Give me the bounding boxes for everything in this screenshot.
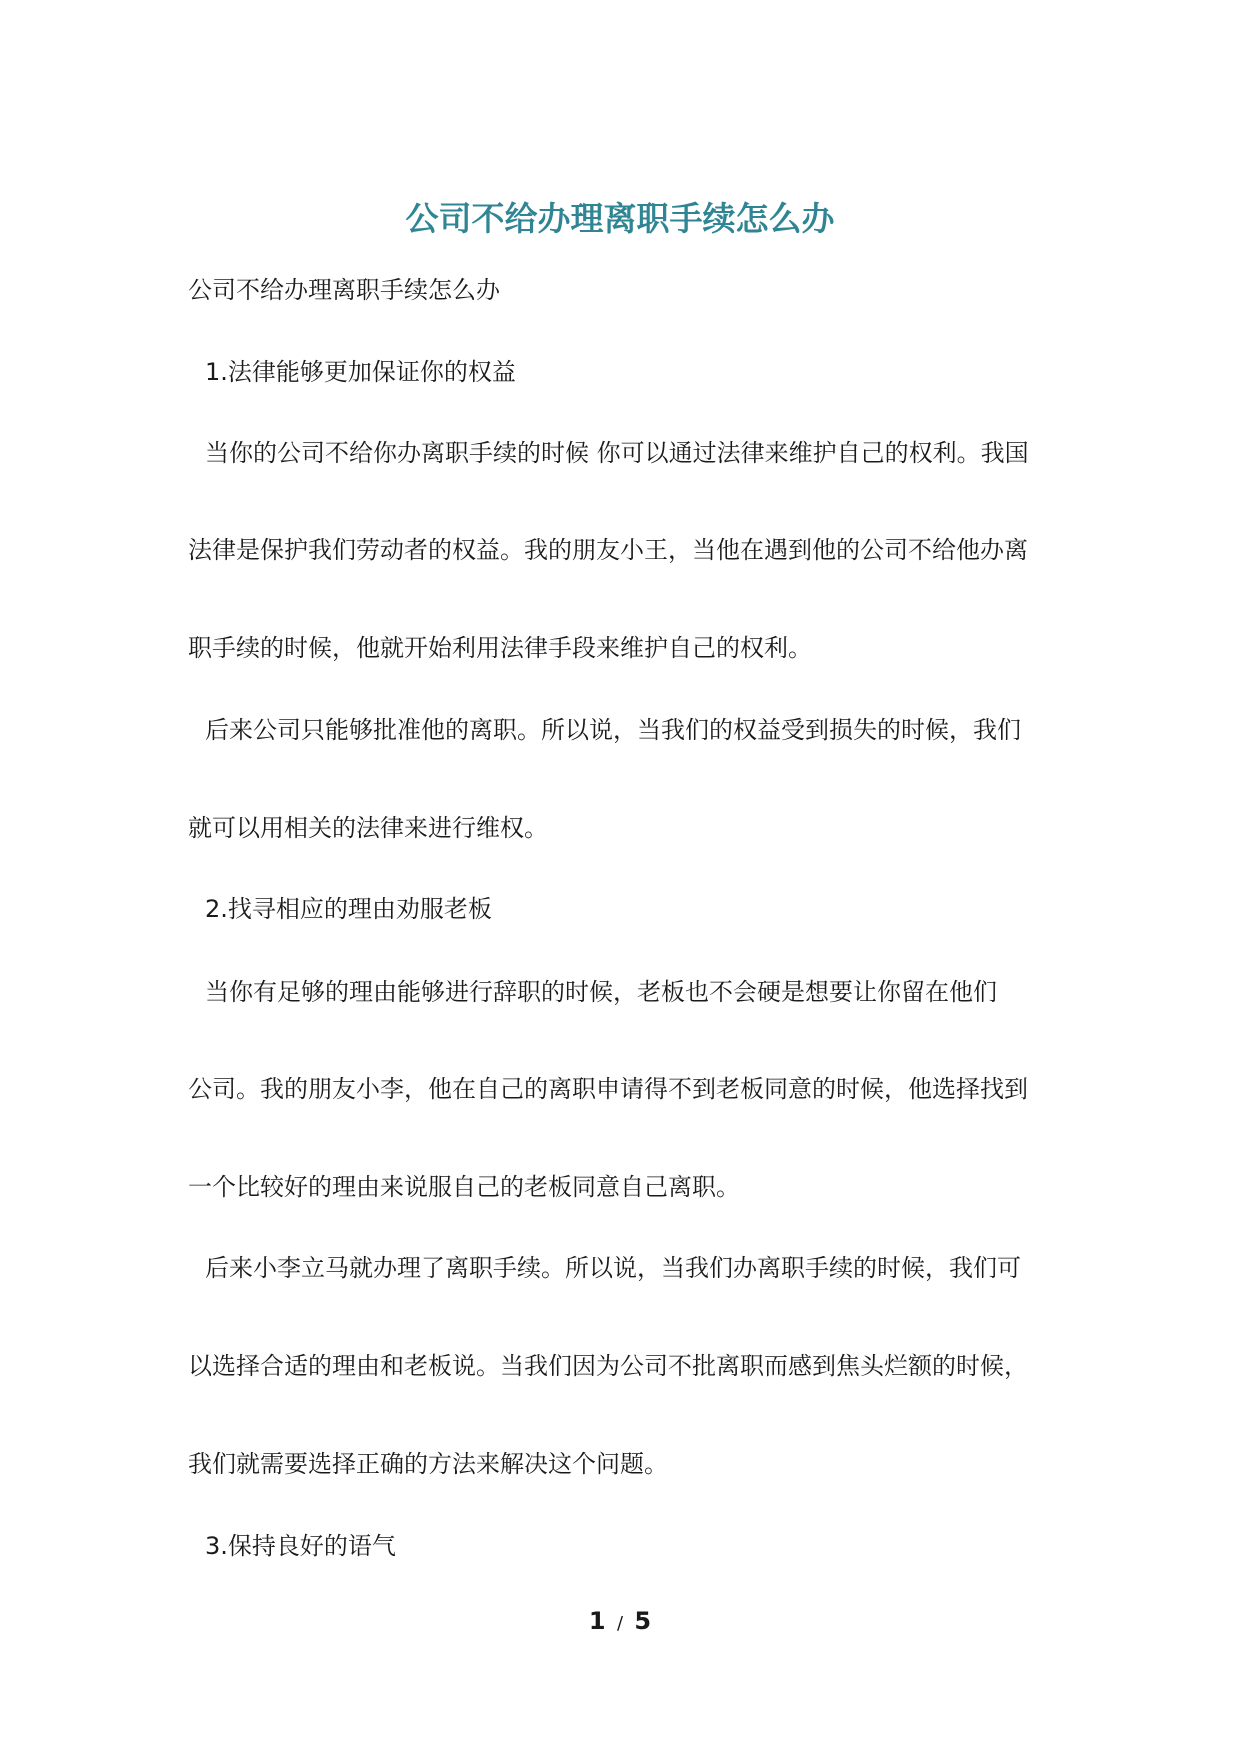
paragraph-line: 就可以用相关的法律来进行维权。 bbox=[188, 814, 548, 842]
paragraph-line: 当你的公司不给你办离职手续的时候 你可以通过法律来维护自己的权利。我国 bbox=[205, 439, 1029, 467]
paragraph-line: 法律是保护我们劳动者的权益。我的朋友小王，当他在遇到他的公司不给他办离 bbox=[188, 536, 1028, 564]
paragraph-line: 当你有足够的理由能够进行辞职的时候，老板也不会硬是想要让你留在他们 bbox=[205, 978, 997, 1006]
paragraph-line: 公司。我的朋友小李，他在自己的离职申请得不到老板同意的时候，他选择找到 bbox=[188, 1075, 1028, 1103]
section-heading-2: 2.找寻相应的理由劝服老板 bbox=[205, 895, 492, 923]
paragraph-line: 后来小李立马就办理了离职手续。所以说，当我们办离职手续的时候，我们可 bbox=[205, 1254, 1021, 1282]
section-heading-3: 3.保持良好的语气 bbox=[205, 1532, 396, 1560]
current-page: 1 bbox=[588, 1607, 606, 1635]
total-pages: 5 bbox=[634, 1607, 652, 1635]
paragraph-line: 以选择合适的理由和老板说。当我们因为公司不批离职而感到焦头烂额的时候， bbox=[188, 1352, 1028, 1380]
paragraph-line: 一个比较好的理由来说服自己的老板同意自己离职。 bbox=[188, 1173, 740, 1201]
section-heading-1: 1.法律能够更加保证你的权益 bbox=[205, 358, 516, 386]
paragraph-line: 我们就需要选择正确的方法来解决这个问题。 bbox=[188, 1450, 668, 1478]
subtitle-line: 公司不给办理离职手续怎么办 bbox=[188, 276, 500, 304]
paragraph-line: 后来公司只能够批准他的离职。所以说，当我们的权益受到损失的时候，我们 bbox=[205, 716, 1021, 744]
page-number bbox=[0, 1604, 1240, 1641]
page-separator: / bbox=[616, 1613, 624, 1634]
document-title: 公司不给办理离职手续怎么办 bbox=[405, 199, 835, 238]
paragraph-line: 职手续的时候，他就开始利用法律手段来维护自己的权利。 bbox=[188, 634, 812, 662]
